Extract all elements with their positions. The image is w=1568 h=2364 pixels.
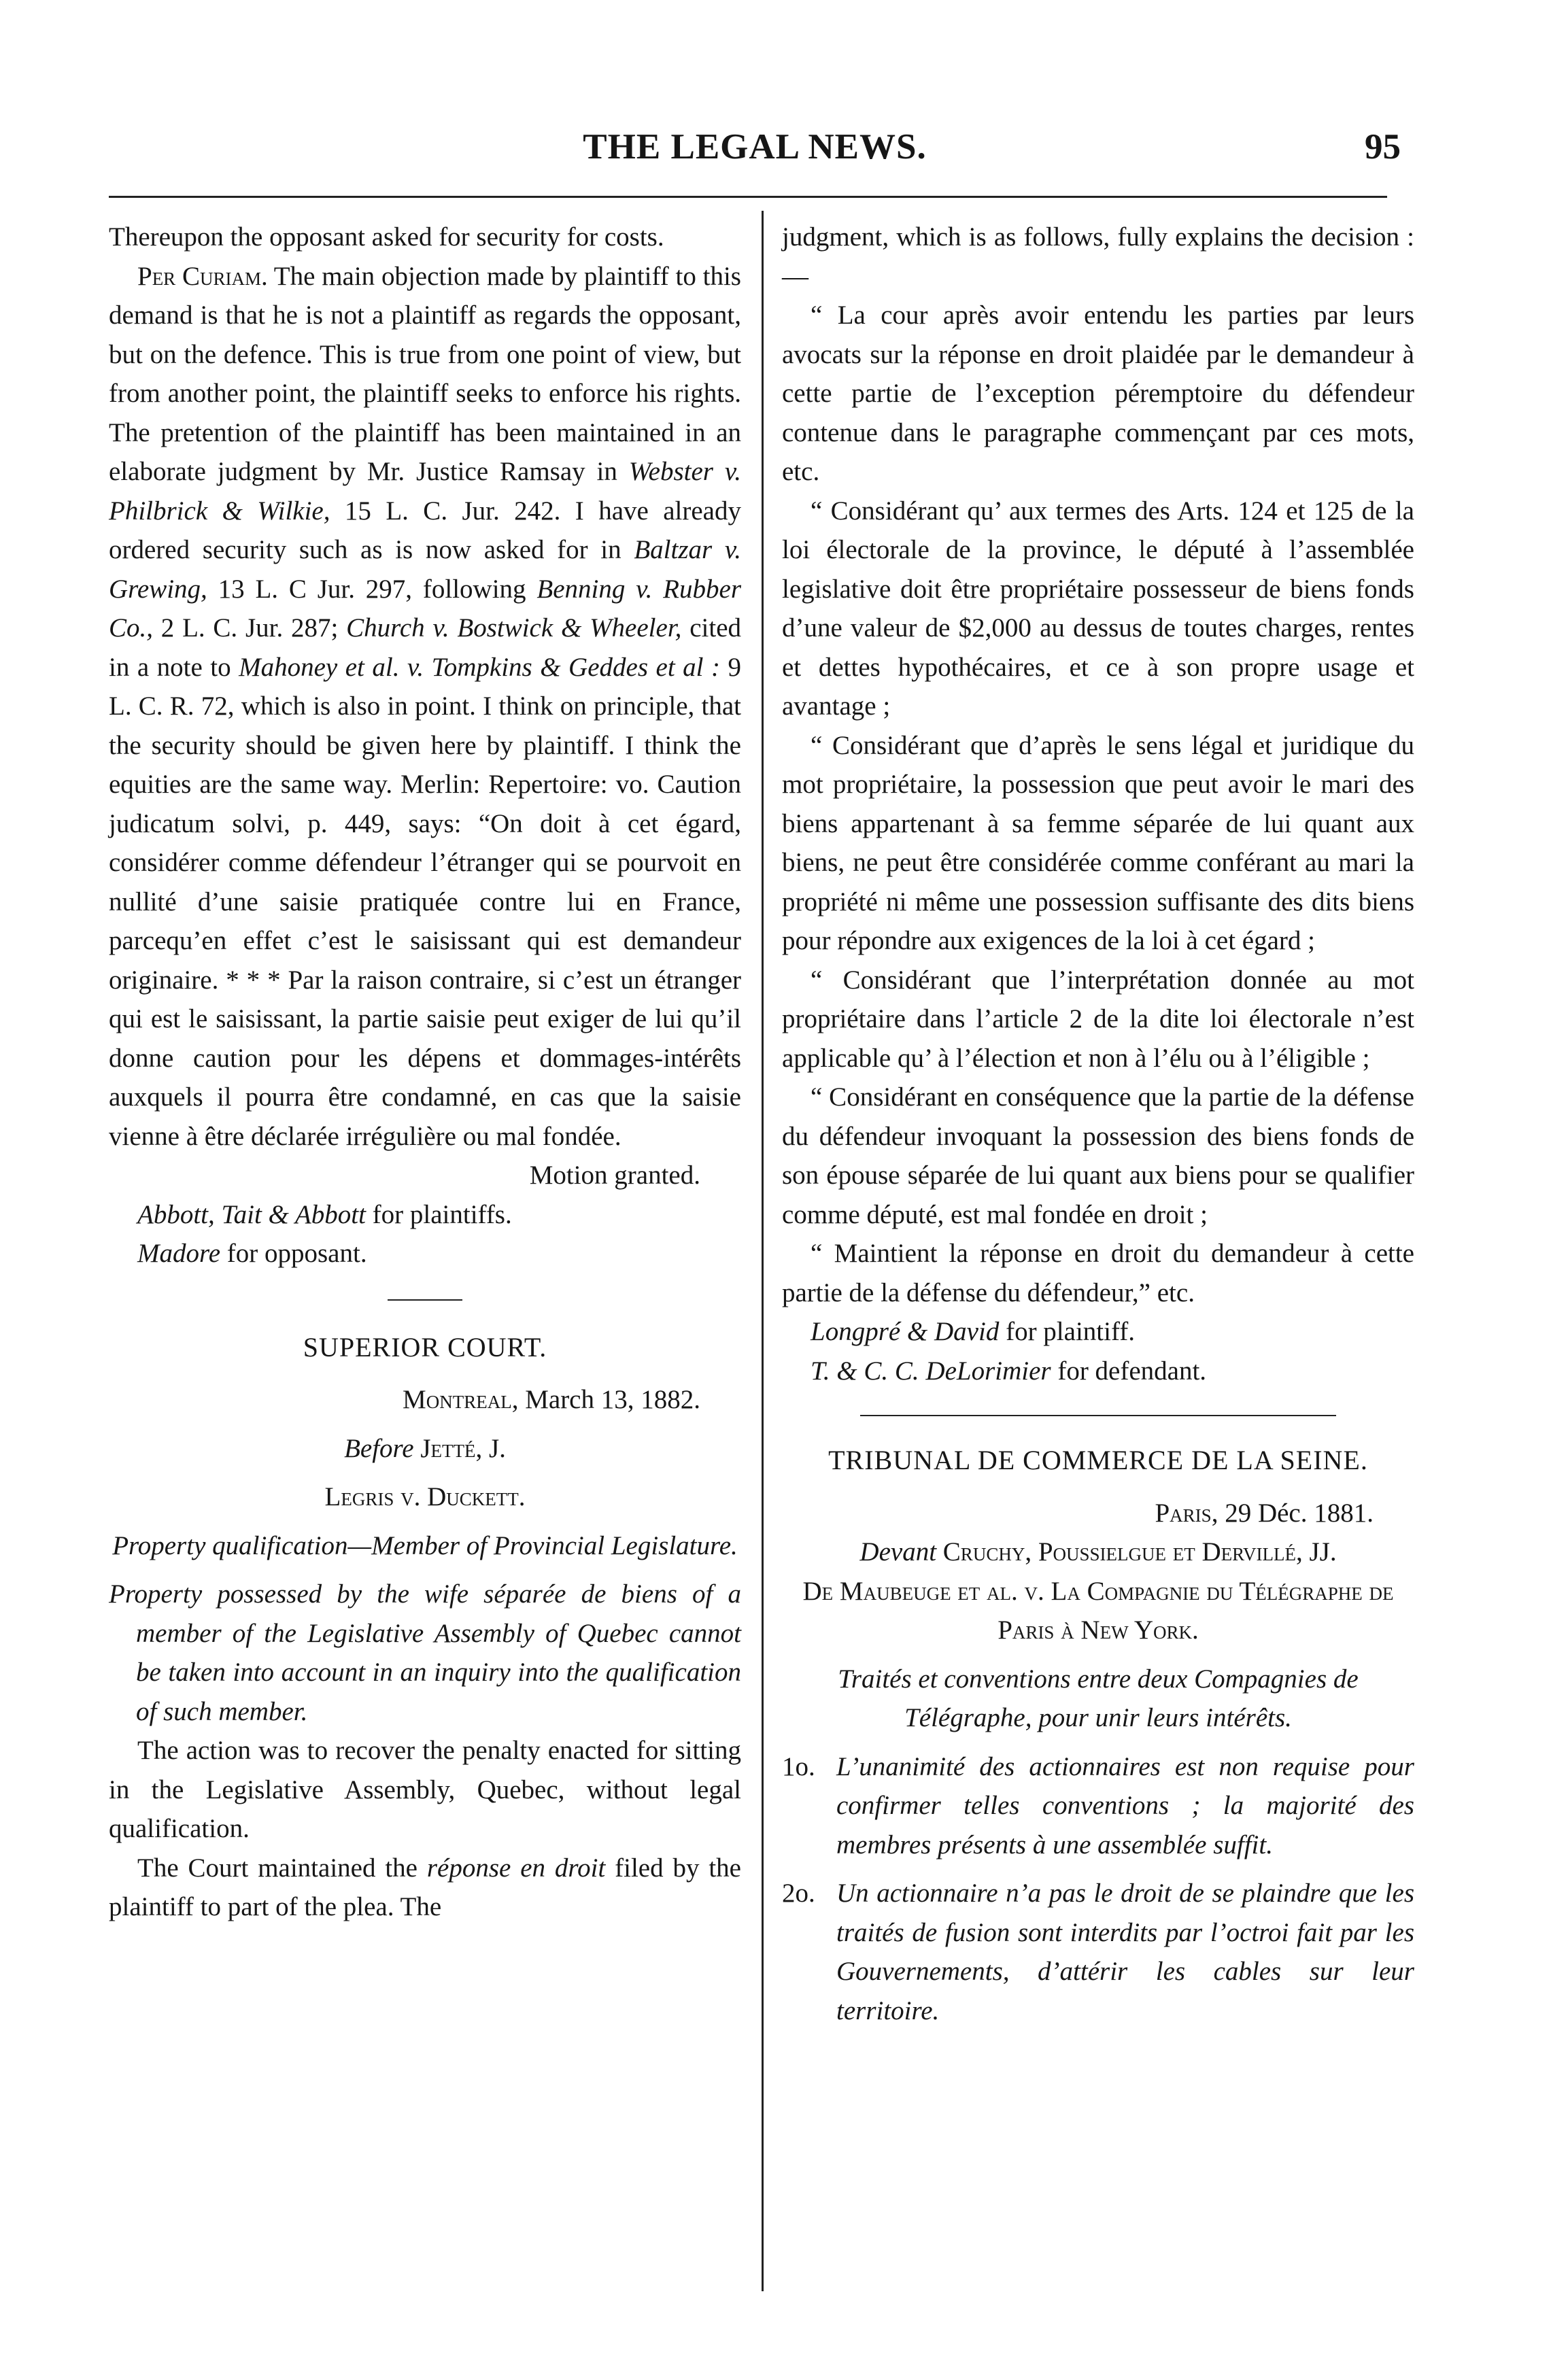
- headnote-item: [782, 1747, 1414, 1865]
- page-number: 95: [1365, 127, 1401, 167]
- case-citation: Mahoney et al. v. Tompkins & Geddes et al :: [239, 652, 720, 682]
- section-divider: [388, 1299, 462, 1301]
- quoted-paragraph: “ Considérant que d’après le sens légal et juridique du mot propriétaire, la possession que peut avoir le mari des biens appartenant à sa femme séparée de lui quant aux biens, ne peut être considérée comme conférant au mari la propriété ni même une possession suffisante des dits biens pour répondre aux exigences de la loi à cet égard ;: [782, 730, 1414, 955]
- counsel-line: T. & C. C. DeLorimier for defendant.: [811, 1356, 1207, 1386]
- paragraph-security-costs: Thereupon the opposant asked for security for costs.: [109, 222, 664, 252]
- headnote: Property possessed by the wife séparée de biens of a member of the Legislative Assembly of Quebec cannot be taken into account in an inquiry into the qualification of such member.: [109, 1579, 741, 1726]
- place-date: Paris, 29 Déc. 1881.: [1155, 1498, 1374, 1528]
- paragraph-judgment-intro: judgment, which is as follows, fully explains the decision :—: [782, 222, 1414, 291]
- column-divider: [762, 211, 764, 2291]
- counsel-line: Madore for opposant.: [137, 1239, 367, 1268]
- case-citation: Church v. Bostwick & Wheeler,: [346, 613, 682, 643]
- court-heading: SUPERIOR COURT.: [303, 1331, 547, 1363]
- left-column: [109, 218, 741, 1927]
- item-text: Un actionnaire n’a pas le droit de se plaindre que les traités de fusion sont interdits par l’octroi fait par les Gouvernements, d’attérir les cables sur leur territoire.: [836, 1879, 1414, 2025]
- quoted-paragraph: “ Maintient la réponse en droit du demandeur à cette partie de la défense du défendeur,” etc.: [782, 1239, 1414, 1307]
- per-curiam-label: Per Curiam.: [137, 261, 268, 291]
- quoted-paragraph: “ Considérant en conséquence que la partie de la défense du défendeur invoquant la possession des biens fonds de son épouse séparée de lui quant aux biens pour se qualifier comme député, est mal fondée en droit ;: [782, 1082, 1414, 1229]
- quoted-paragraph: “ La cour après avoir entendu les parties par leurs avocats sur la réponse en droit plaidée par le demandeur à cette partie de l’exception péremptoire du défendeur contenue dans le paragraphe commençant par ces mots, etc.: [782, 301, 1414, 486]
- item-number: 1o.: [782, 1751, 815, 1781]
- case-citation: Webster v. Philbrick & Wilkie,: [109, 457, 741, 526]
- page-header: [109, 126, 1401, 181]
- paragraph-court-maintained: The Court maintained the réponse en droit filed by the plaintiff to part of the plea. The: [109, 1853, 741, 1921]
- counsel-line: Abbott, Tait & Abbott for plaintiffs.: [137, 1199, 512, 1229]
- before-judge: Before Jetté, J.: [344, 1433, 506, 1463]
- case-subject: Property qualification—Member of Provincial Legislature.: [112, 1530, 738, 1560]
- quoted-paragraph: “ Considérant qu’ aux termes des Arts. 124 et 125 de la loi électorale de la province, le député à l’assemblée legislative doit être propriétaire possesseur de biens fonds d’une valeur de $2,000 au dessus de toutes charges, rentes et dettes hypothécaires, et ce à son propre usage et avantage ;: [782, 496, 1414, 721]
- paragraph-action: The action was to recover the penalty enacted for sitting in the Legislative Assembly, Quebec, without legal qualification.: [109, 1736, 741, 1843]
- quoted-paragraph: “ Considérant que l’interprétation donnée au mot propriétaire dans l’article 2 de la dite loi électorale n’est applicable qu’ à l’élection et non à l’élu ou à l’éligible ;: [782, 965, 1414, 1073]
- right-column: [782, 218, 1414, 2030]
- case-title: De Maubeuge et al. v. La Compagnie du Télégraphe de Paris à New York.: [802, 1576, 1394, 1645]
- place-date: Montreal, March 13, 1882.: [403, 1385, 700, 1414]
- journal-title: THE LEGAL NEWS.: [583, 127, 927, 167]
- motion-granted: Motion granted.: [529, 1161, 700, 1190]
- case-citation: Benning v. Rubber Co.,: [109, 574, 741, 643]
- header-rule: [109, 196, 1387, 198]
- item-number: 2o.: [782, 1879, 815, 1908]
- before-judges: Devant Cruchy, Poussielgue et Dervillé, JJ.: [859, 1537, 1337, 1566]
- case-citation: Baltzar v. Grewing,: [109, 535, 742, 604]
- tribunal-heading: TRIBUNAL DE COMMERCE DE LA SEINE.: [828, 1445, 1368, 1475]
- section-divider: [860, 1415, 1336, 1416]
- headnote-item: [782, 1874, 1414, 2030]
- item-text: L’unanimité des actionnaires est non requise pour confirmer telles conventions ; la majorité des membres présents à une assemblée suffit.: [836, 1751, 1414, 1860]
- case-subject: Traités et conventions entre deux Compagnies de Télégraphe, pour unir leurs intérêts.: [838, 1664, 1359, 1732]
- paragraph-per-curiam: Per Curiam. The main objection made by plaintiff to this demand is that he is not a plaintiff as regards the opposant, but on the defence. This is true from one point of view, but from another point, the plaintiff seeks to enforce his rights. The pretention of the plaintiff has been maintained in an elaborate judgment by Mr. Justice Ramsay in Webster v. Philbrick & Wilkie, 15 L. C. Jur. 242. I have already ordered security such as is now asked for in Baltzar v. Grewing, 13 L. C Jur. 297, following Benning v. Rubber Co., 2 L. C. Jur. 287; Church v. Bostwick & Wheeler, cited in a note to Mahoney et al. v. Tompkins & Geddes et al : 9 L. C. R. 72, which is also in point. I think on principle, that the security should be given here by plaintiff. I think the equities are the same way. Merlin: Repertoire: vo. Caution judicatum solvi, p. 449, says: “On doit à cet égard, considérer comme défendeur l’étranger qui se pourvoit en nullité d’une saisie pratiquée contre lui en France, parcequ’en effet c’est le saisissant qui est demandeur originaire. * * * Par la raison contraire, si c’est un étranger qui est le saisissant, la partie saisie peut exiger de lui qu’il donne caution pour les dépens et dommages-intérêts auxquels il pourra être condamné, en cas que la saisie vienne à être déclarée irrégulière ou mal fondée.: [109, 261, 742, 1151]
- counsel-line: Longpré & David for plaintiff.: [811, 1317, 1135, 1346]
- case-title: Legris v. Duckett.: [324, 1482, 526, 1511]
